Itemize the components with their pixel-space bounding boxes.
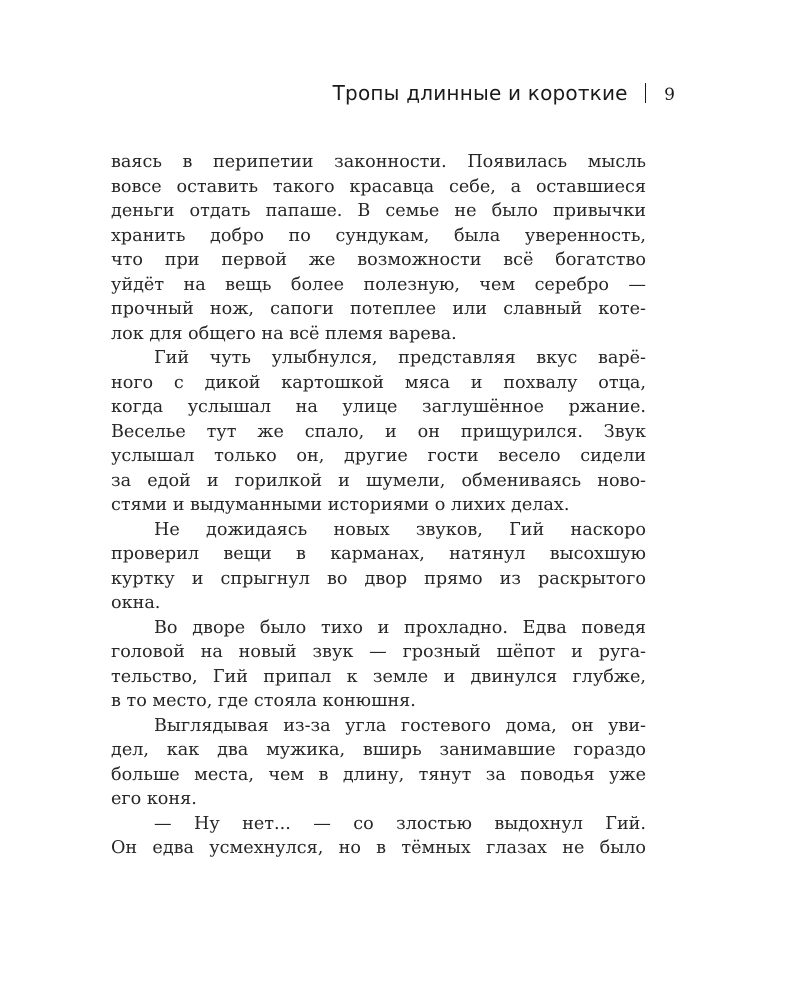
text-line: проверил вещи в карманах, натянул высохшую xyxy=(111,544,646,564)
text-line: услышал только он, другие гости весело сидели xyxy=(111,446,646,466)
text-line: вовсе оставить такого красавца себе, а оставшиеся xyxy=(111,176,646,197)
text-line: больше места, чем в длину, тянут за поводья уже xyxy=(111,764,646,785)
text-line: головой на новый звук — грозный шёпот и руга- xyxy=(111,642,646,662)
running-header xyxy=(333,80,675,105)
text-line: лок для общего на всё племя варева. xyxy=(111,323,457,344)
text-line: ваясь в перипетии законности. Появилась мысль xyxy=(111,152,646,172)
text-line: Он едва усмехнулся, но в тёмных глазах не было xyxy=(111,838,646,858)
text-line: за едой и горилкой и шумели, обмениваясь ново- xyxy=(111,470,646,491)
text-line: ного с дикой картошкой мяса и похвалу отца, xyxy=(111,372,646,393)
body-text xyxy=(111,150,646,861)
text-line: Гий чуть улыбнулся, представляя вкус варё- xyxy=(154,348,646,368)
text-line: в то место, где стояла конюшня. xyxy=(111,691,416,711)
text-line: его коня. xyxy=(111,789,197,809)
header-separator xyxy=(645,83,647,103)
text-line: деньги отдать папаше. В семье не было привычки xyxy=(111,201,646,221)
running-title: Тропы длинные и короткие xyxy=(332,81,628,105)
text-line: Во дворе было тихо и прохладно. Едва поведя xyxy=(154,617,646,638)
text-line: дел, как два мужика, вширь занимавшие гораздо xyxy=(111,740,646,760)
text-line: прочный нож, сапоги потеплее или славный коте- xyxy=(111,299,646,319)
text-line: окна. xyxy=(111,593,161,613)
text-line: уйдёт на вещь более полезную, чем серебро — xyxy=(111,274,646,295)
text-line: куртку и спрыгнул во двор прямо из раскрытого xyxy=(111,568,646,589)
text-line: что при первой же возможности всё богатство xyxy=(111,250,646,270)
text-line: стями и выдуманными историями о лихих делах. xyxy=(111,495,570,515)
page-number: 9 xyxy=(664,85,675,105)
text-line: когда услышал на улице заглушённое ржание. xyxy=(111,397,646,417)
text-line: тельство, Гий припал к земле и двинулся глубже, xyxy=(111,666,646,687)
text-line: хранить добро по сундукам, была уверенность, xyxy=(111,225,646,246)
text-line: — Ну нет... — со злостью выдохнул Гий. xyxy=(154,813,646,834)
text-line: Не дожидаясь новых звуков, Гий наскоро xyxy=(154,519,646,540)
text-line: Выглядывая из-за угла гостевого дома, он уви- xyxy=(154,715,646,736)
text-line: Веселье тут же спало, и он прищурился. Звук xyxy=(111,421,646,442)
